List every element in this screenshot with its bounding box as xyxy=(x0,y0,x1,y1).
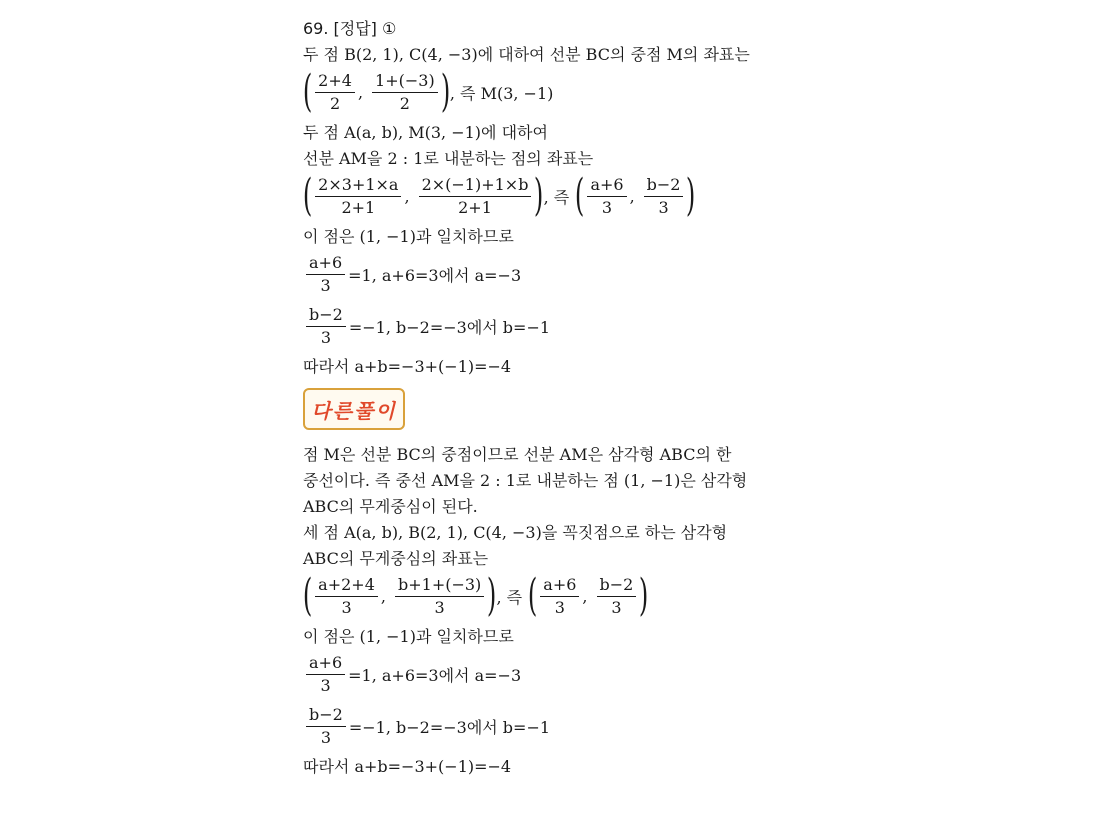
text-line: ABC의 무게중심이 된다. xyxy=(303,496,478,516)
solution-content xyxy=(303,14,793,778)
text-line: 이 점은 (1, −1)과 일치하므로 xyxy=(303,226,514,246)
centroid-formula: ( $\frac{a+2+4}{3}$ , $\frac{b+1+(-3)}{3}$ ) , 즉 ( $\frac{a+6}{3}$ , $\frac{b-2}{3}$ ) xyxy=(302,570,649,621)
text-line: 세 점 A(a, b), B(2, 1), C(4, −3)을 꼭짓점으로 하는 삼각형 xyxy=(303,522,728,542)
left-paren: ( xyxy=(302,66,313,117)
fraction: $\frac{a+6}{3}$ xyxy=(306,254,345,294)
fraction: $\frac{2\times 3+1\times a}{2+1}$ xyxy=(315,176,401,216)
fraction: $\frac{a+2+4}{3}$ xyxy=(315,576,378,616)
text-line: 중선이다. 즉 중선 AM을 2 : 1로 내분하는 점 (1, −1)은 삼각형 xyxy=(303,470,748,490)
left-paren: ( xyxy=(302,170,313,221)
text-line: 두 점 B(2, 1), C(4, −3)에 대하여 선분 BC의 중점 M의 좌표는 xyxy=(303,44,750,64)
fraction: $\frac{1+(-3)}{2}$ xyxy=(372,72,438,112)
text-line: ABC의 무게중심의 좌표는 xyxy=(303,548,489,568)
right-paren: ) xyxy=(487,570,497,621)
fraction: $\frac{b-2}{3}$ xyxy=(306,706,346,746)
fraction: $\frac{2+4}{2}$ xyxy=(315,72,355,112)
problem-title: 69. [정답] ① xyxy=(303,18,397,38)
equation-a: $\frac{a+6}{3}$ =1, a+6=3에서 a=−3 xyxy=(303,648,793,700)
right-paren: ) xyxy=(440,66,450,117)
fraction: $\frac{b-2}{3}$ xyxy=(644,176,684,216)
fraction: $\frac{a+6}{3}$ xyxy=(540,576,579,616)
left-paren: ( xyxy=(575,170,585,221)
fraction: $\frac{2\times(-1)+1\times b}{2+1}$ xyxy=(419,176,532,216)
fraction: $\frac{a+6}{3}$ xyxy=(587,176,626,216)
text-line: 점 M은 선분 BC의 중점이므로 선분 AM은 삼각형 ABC의 한 xyxy=(303,444,732,464)
fraction: $\frac{b-2}{3}$ xyxy=(306,306,346,346)
midpoint-formula: ( $\frac{2+4}{2}$ , $\frac{1+(-3)}{2}$ ) , 즉 M(3, −1) xyxy=(302,66,554,117)
equation-b: $\frac{b-2}{3}$ =−1, b−2=−3에서 b=−1 xyxy=(303,300,793,352)
equation-b: $\frac{b-2}{3}$ =−1, b−2=−3에서 b=−1 xyxy=(303,700,793,752)
fraction: $\frac{a+6}{3}$ xyxy=(306,654,345,694)
conclusion: 따라서 a+b=−3+(−1)=−4 xyxy=(303,356,512,376)
right-paren: ) xyxy=(639,570,649,621)
equation-a: $\frac{a+6}{3}$ =1, a+6=3에서 a=−3 xyxy=(303,248,793,300)
conclusion: 따라서 a+b=−3+(−1)=−4 xyxy=(303,756,512,776)
right-paren: ) xyxy=(686,170,696,221)
text-line: 이 점은 (1, −1)과 일치하므로 xyxy=(303,626,514,646)
left-paren: ( xyxy=(527,570,538,621)
fraction: $\frac{b-2}{3}$ xyxy=(597,576,637,616)
left-paren: ( xyxy=(302,570,313,621)
formula-result: , 즉 M(3, −1) xyxy=(449,83,554,103)
right-paren: ) xyxy=(534,170,544,221)
text-line: 선분 AM을 2 : 1로 내분하는 점의 좌표는 xyxy=(303,148,594,168)
internal-division-formula: ( $\frac{2\times 3+1\times a}{2+1}$ , $\frac{2\times(-1)+1\times b}{2+1}$ ) , 즉 ( $\frac{a+6}{3}$ , $\frac{b-2}{3}$ ) xyxy=(302,170,696,221)
text-line: 두 점 A(a, b), M(3, −1)에 대하여 xyxy=(303,122,548,142)
alternative-solution-badge: 다른풀이 xyxy=(303,388,405,430)
fraction: $\frac{b+1+(-3)}{3}$ xyxy=(395,576,484,616)
